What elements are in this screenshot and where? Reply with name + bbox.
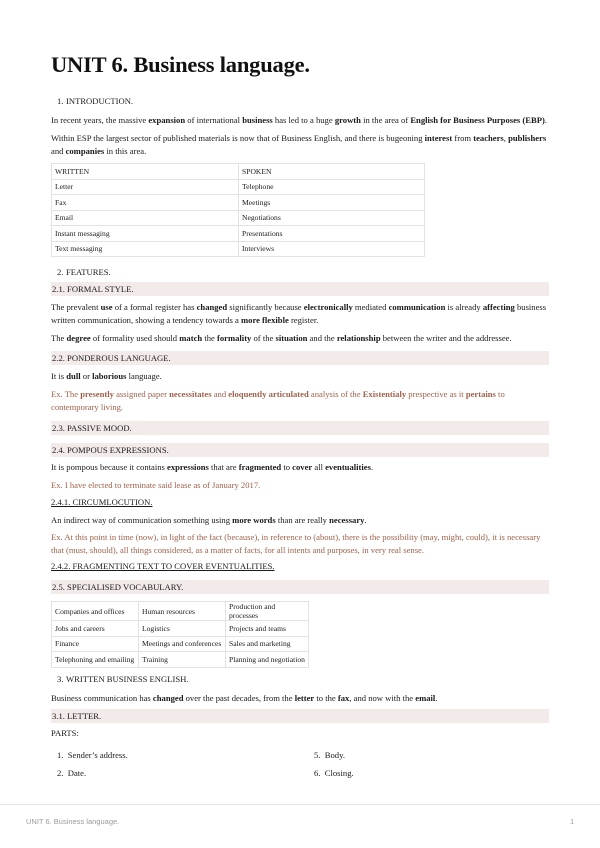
- table-row: [52, 602, 309, 621]
- ponderous-example: Ex. The presently assigned paper necessitates and eloquently articulated analysis of the Existentialy prespective as it pertains to contemporary living.: [51, 389, 505, 412]
- table-header-cell: WRITTEN: [52, 164, 239, 180]
- footer-divider: [0, 804, 600, 805]
- section-number: 3.: [57, 674, 64, 684]
- intro-paragraph-1: In recent years, the massive expansion of international business has led to a huge growth in the area of English for Business Purposes (EBP).: [51, 115, 547, 125]
- table-row: [52, 636, 309, 652]
- subsection-heading-ponderous-language: 2.2. PONDEROUS LANGUAGE.: [51, 351, 549, 365]
- table-cell: Fax: [52, 195, 239, 211]
- circumlocution-paragraph: An indirect way of communication something using more words than are really necessary.: [51, 515, 367, 525]
- table-cell: Companies and offices: [52, 602, 139, 621]
- table-cell: Meetings and conferences: [139, 636, 226, 652]
- list-item: 6. Closing.: [314, 768, 354, 778]
- table-row: [52, 652, 309, 668]
- table-row: [52, 621, 309, 637]
- section-heading-introduction: INTRODUCTION.: [66, 96, 134, 106]
- table-cell: Sales and marketing: [226, 636, 309, 652]
- list-item: 2. Date.: [57, 768, 87, 778]
- table-cell: Instant messaging: [52, 226, 239, 242]
- section-number: 2.: [57, 267, 64, 277]
- list-item: 1. Sender’s address.: [57, 750, 128, 760]
- pompous-paragraph: It is pompous because it contains expressions that are fragmented to cover all eventualities.: [51, 462, 374, 472]
- table-header-row: [52, 164, 425, 180]
- table-row: [52, 195, 425, 211]
- table-row: [52, 210, 425, 226]
- parts-label: PARTS:: [51, 728, 79, 738]
- table-cell: Logistics: [139, 621, 226, 637]
- table-header-cell: SPOKEN: [239, 164, 425, 180]
- page-title: UNIT 6. Business language.: [51, 52, 310, 77]
- circumlocution-example: Ex. At this point in time (now), in light of the fact (because), in reference to (about), there is the possibility (may, might, could), it is necessary that (must, should), all things considered, as a matter of facts, for all intents and purposes, in very real sense.: [51, 532, 541, 555]
- section-heading-written-business-english: WRITTEN BUSINESS ENGLISH.: [66, 674, 189, 684]
- ponderous-paragraph: It is dull or laborious language.: [51, 371, 162, 381]
- table-cell: Training: [139, 652, 226, 668]
- written-business-paragraph: Business communication has changed over the past decades, from the letter to the fax, and now with the email.: [51, 693, 438, 703]
- table-cell: Production and processes: [226, 602, 309, 621]
- table-row: [52, 241, 425, 257]
- subsection-heading-circumlocution: 2.4.1. CIRCUMLOCUTION.: [51, 497, 153, 507]
- table-cell: Human resources: [139, 602, 226, 621]
- table-cell: Jobs and careers: [52, 621, 139, 637]
- subsection-heading-formal-style: 2.1. FORMAL STYLE.: [51, 282, 549, 296]
- vocabulary-topics-table: [51, 601, 309, 668]
- table-cell: Projects and teams: [226, 621, 309, 637]
- table-cell: Planning and negotiation: [226, 652, 309, 668]
- footer-title: UNIT 6. Business language.: [26, 817, 120, 826]
- pompous-example: Ex. I have elected to terminate said lease as of January 2017.: [51, 480, 261, 490]
- subsection-heading-pompous-expressions: 2.4. POMPOUS EXPRESSIONS.: [51, 443, 549, 457]
- table-cell: Telephoning and emailing: [52, 652, 139, 668]
- communication-types-table: [51, 163, 425, 257]
- table-cell: Presentations: [239, 226, 425, 242]
- table-row: [52, 226, 425, 242]
- table-cell: Interviews: [239, 241, 425, 257]
- table-cell: Negotiations: [239, 210, 425, 226]
- table-cell: Email: [52, 210, 239, 226]
- formal-style-paragraph-1: The prevalent use of a formal register has changed significantly because electronically mediated communication is already affecting business written communication, showing a tendency towards a more flexible register.: [51, 302, 547, 325]
- intro-paragraph-2: Within ESP the largest sector of published materials is now that of Business English, and there is bugeoning interest from teachers, publishers and companies in this area.: [51, 133, 547, 156]
- subsection-heading-fragmenting-text: 2.4.2. FRAGMENTING TEXT TO COVER EVENTUALITIES.: [51, 561, 275, 571]
- table-cell: Finance: [52, 636, 139, 652]
- list-item: 5. Body.: [314, 750, 345, 760]
- table-cell: Telephone: [239, 179, 425, 195]
- table-cell: Text messaging: [52, 241, 239, 257]
- formal-style-paragraph-2: The degree of formality used should match the formality of the situation and the relationship between the writer and the addressee.: [51, 333, 512, 343]
- table-row: [52, 179, 425, 195]
- section-heading-features: FEATURES.: [66, 267, 111, 277]
- page-number: 1: [570, 817, 575, 826]
- table-cell: Letter: [52, 179, 239, 195]
- subsection-heading-specialised-vocabulary: 2.5. SPECIALISED VOCABULARY.: [51, 580, 549, 594]
- subsection-heading-passive-mood: 2.3. PASSIVE MOOD.: [51, 421, 549, 435]
- section-number: 1.: [57, 96, 64, 106]
- subsection-heading-letter: 3.1. LETTER.: [51, 709, 549, 723]
- table-cell: Meetings: [239, 195, 425, 211]
